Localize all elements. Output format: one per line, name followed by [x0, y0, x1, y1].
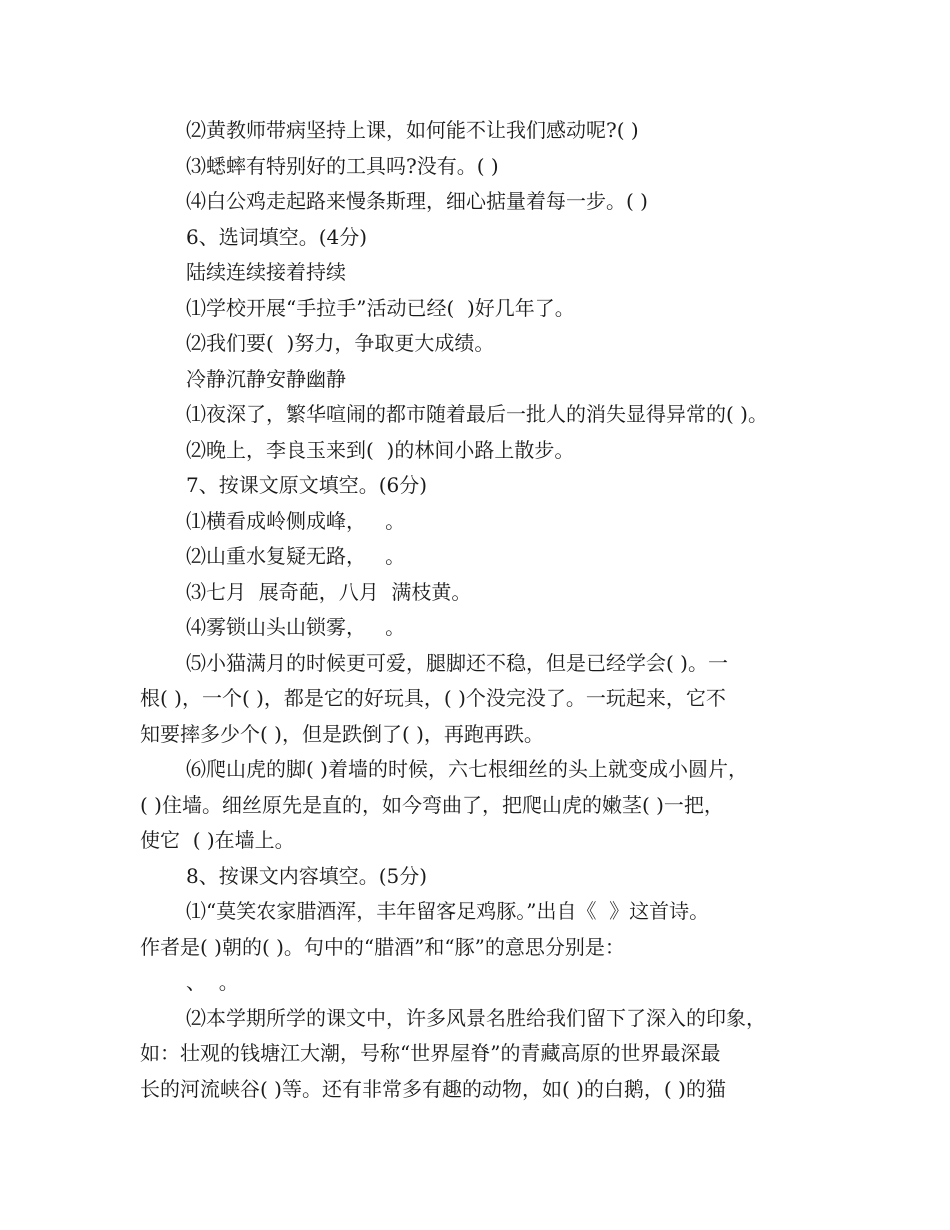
text-line: 根( )，一个( )，都是它的好玩具，( )个没完没了。一玩起来，它不 [140, 686, 726, 710]
text-line: 如：壮观的钱塘江大潮，号称“世界屋脊”的青藏高原的世界最深最 [140, 1041, 721, 1065]
text-line: ⑴横看成岭侧成峰， 。 [186, 508, 406, 533]
text-line: ⑵我们要( )努力，争取更大成绩。 [186, 331, 495, 355]
text-line: ⑵晚上，李良玉来到( )的林间小路上散步。 [186, 437, 575, 462]
text-line: ⑷雾锁山头山锁雾， 。 [186, 615, 406, 639]
text-line: ⑷白公鸡走起路来慢条斯理，细心掂量着每一步。( ) [186, 189, 648, 213]
text-line: 7、按课文原文填空。(6分) [186, 473, 428, 497]
text-line: 使它 ( )在墙上。 [140, 828, 295, 852]
text-line: ⑸小猫满月的时候更可爱，腿脚还不稳，但是已经学会( )。一 [186, 650, 728, 675]
text-line: 8、按课文内容填空。(5分) [186, 863, 428, 888]
text-line: 知要摔多少个( )，但是跌倒了( )，再跑再跌。 [140, 721, 544, 746]
text-line: 作者是( )朝的( )。句中的“腊酒”和“豚”的意思分别是： [140, 934, 625, 959]
text-line: ⑶七月 展奇葩，八月 满枝黄。 [186, 579, 472, 604]
text-line: ⑴夜深了，繁华喧闹的都市随着最后一批人的消失显得异常的( )。 [186, 402, 768, 426]
text-line: ⑵黄教师带病坚持上课，如何能不让我们感动呢?( ) [186, 118, 639, 142]
text-line: 陆续连续接着持续 [186, 260, 346, 284]
text-line: ⑴学校开展“手拉手”活动已经( )好几年了。 [186, 295, 575, 320]
text-line: 、 。 [186, 970, 239, 994]
text-line: 冷静沉静安静幽静 [186, 366, 346, 391]
text-line: 长的河流峡谷( )等。还有非常多有趣的动物，如( )的白鹅，( )的猫 [140, 1076, 726, 1101]
text-line: ⑵本学期所学的课文中，许多风景名胜给我们留下了深入的印象， [186, 1005, 766, 1030]
text-line: ⑵山重水复疑无路， 。 [186, 544, 406, 568]
text-line: ⑹爬山虎的脚( )着墙的时候，六七根细丝的头上就变成小圆片， [186, 757, 748, 781]
text-line: ⑶蟋蟀有特别好的工具吗?没有。( ) [186, 153, 499, 178]
text-line: ⑴“莫笑农家腊酒浑，丰年留客足鸡豚。”出自《 》这首诗。 [186, 899, 710, 923]
text-line: ( )住墙。细丝原先是直的，如今弯曲了，把爬山虎的嫩茎( )一把， [140, 792, 724, 817]
document-body [0, 113, 950, 1107]
text-line: 6、选词填空。(4分) [186, 224, 368, 249]
